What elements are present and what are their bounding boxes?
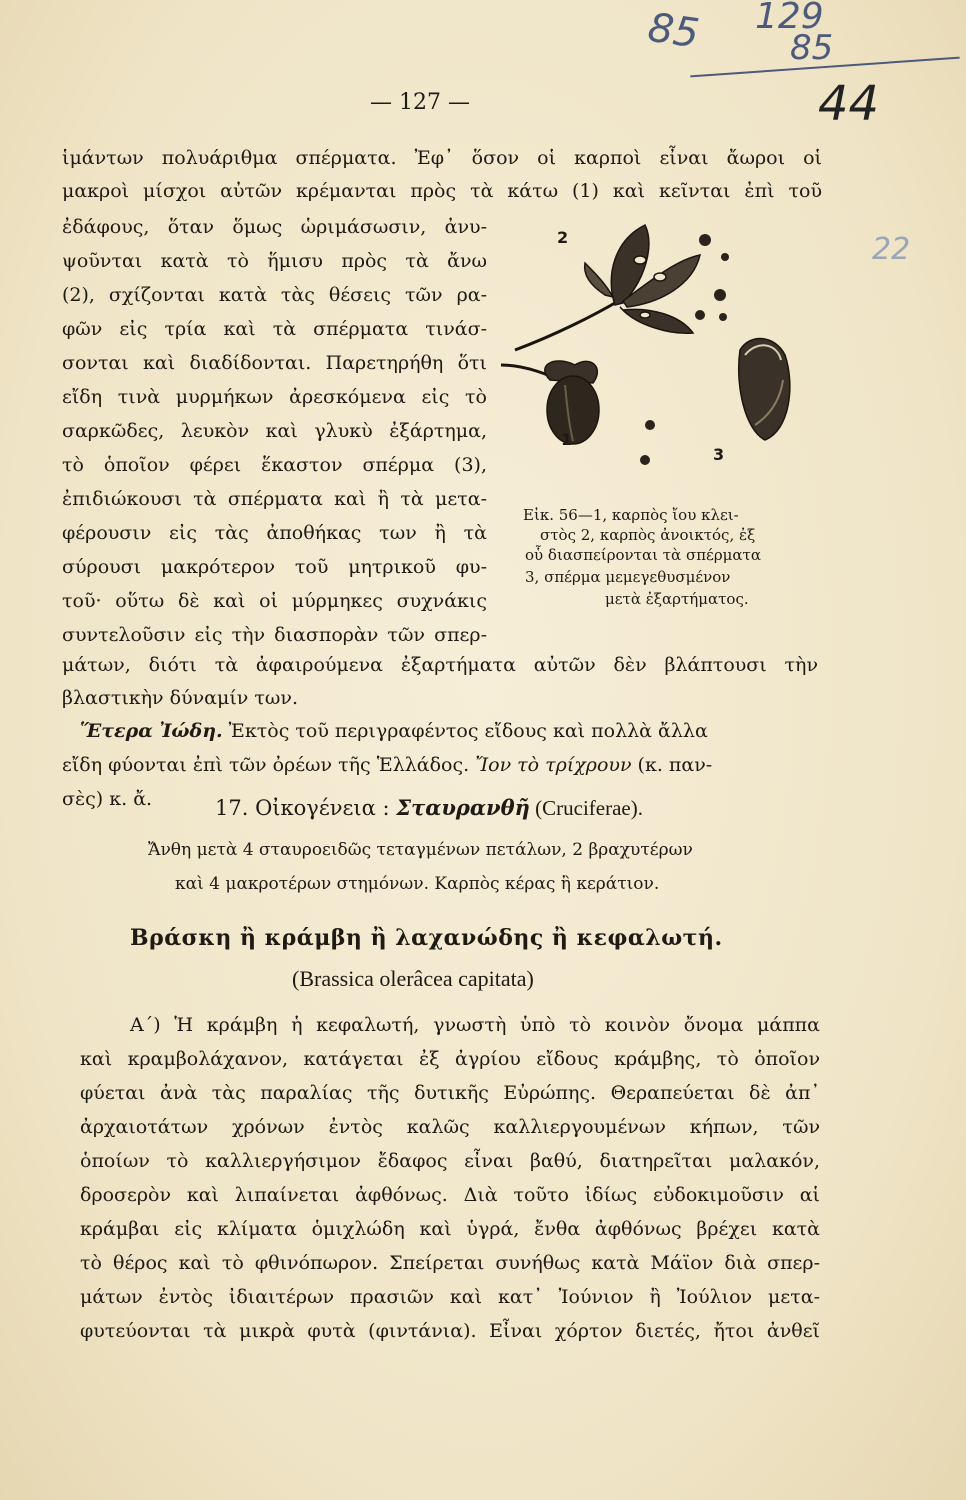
- handwritten-number: 44: [818, 76, 880, 132]
- text-line: ἱμάντων πολυάριθμα σπέρματα. Ἐφ᾽ ὅσον οἱ καρποὶ εἶναι ἄωροι οἱ: [62, 147, 822, 169]
- family-latin: (Cruciferae).: [529, 796, 643, 820]
- text-line: φέρουσιν εἰς τὰς ἀποθήκας των ἢ τὰ: [62, 522, 487, 544]
- text-line: τὸ ὁποῖον φέρει ἕκαστον σπέρμα (3),: [62, 454, 487, 476]
- text-line: ψοῦνται κατὰ τὸ ἥμισυ πρὸς τὰ ἄνω: [62, 250, 487, 272]
- caption-line: στὸς 2, καρπὸς ἀνοικτός, ἐξ: [540, 526, 756, 544]
- species-name-viola-tricolor: Ἴον τὸ τρίχρουν: [475, 754, 632, 776]
- text-line: βλαστικὴν δύναμίν των.: [62, 687, 298, 709]
- handwritten-number: 129: [755, 0, 824, 37]
- family-heading: [215, 795, 643, 821]
- text-line: ἐπιδιώκουσι τὰ σπέρματα καὶ ἢ τὰ μετα-: [62, 488, 487, 510]
- text-line: συντελοῦσιν εἰς τὴν διασπορὰν τῶν σπερ-: [62, 624, 487, 646]
- handwritten-number: 85: [790, 28, 834, 68]
- caption-line: μετὰ ἐξαρτήματος.: [605, 590, 749, 608]
- text-line: φύεται ἀνὰ τὰς παραλίας τῆς δυτικῆς Εὐρώπης. Θεραπεύεται δὲ ἀπ᾽: [80, 1082, 820, 1104]
- caption-line: Εἰκ. 56—1, καρπὸς ἴου κλει-: [523, 506, 739, 524]
- text-line: καὶ κραμβολάχανον, κατάγεται ἐξ ἀγρίου εἴδους κράμβης, τὸ ὁποῖον: [80, 1048, 820, 1070]
- open-capsule-drawing: [515, 225, 700, 350]
- family-prefix: 17. Οἰκογένεια :: [215, 796, 397, 820]
- text-line: μάτων ἐντὸς ἰδιαιτέρων πρασιῶν καὶ κατ᾽ Ἰούνιον ἢ Ἰούλιον μετα-: [80, 1286, 820, 1308]
- species-title: Βράσκη ἢ κράμβη ἢ λαχανώδης ἢ κεφαλωτή.: [130, 925, 723, 951]
- text-line: δροσερὸν καὶ λιπαίνεται ἀφθόνως. Διὰ τοῦτο ἰδίως εὐδοκιμοῦσιν αἱ: [80, 1184, 820, 1206]
- text-line: [62, 754, 712, 776]
- section-heading-other-violets: Ἕτερα Ἰώδη.: [80, 720, 223, 742]
- text-line: τὸ θέρος καὶ τὸ φθινόπωρον. Σπείρεται συνήθως κατὰ Μάϊον διὰ σπερ-: [80, 1252, 820, 1274]
- caption-line: 3, σπέρμα μεμεγεθυσμένον: [525, 568, 731, 586]
- text-line: κράμβαι εἰς κλίματα ὁμιχλώδη καὶ ὑγρά, ἔνθα ἀφθόνως βρέχει κατὰ: [80, 1218, 820, 1240]
- text-line: (2), σχίζονται κατὰ τὰς θέσεις τῶν ρα-: [62, 284, 487, 306]
- caption-line: οὗ διασπείρονται τὰ σπέρματα: [525, 546, 761, 564]
- paragraph-other-violets: [80, 720, 816, 742]
- page-number: — 127 —: [370, 90, 470, 115]
- species-latin-name: (Brassica olerâcea capitata): [292, 966, 534, 991]
- family-name: Σταυρανθῆ: [396, 795, 530, 820]
- text-line: μάτων, διότι τὰ ἀφαιρούμενα ἐξαρτήματα αὐτῶν δὲν βλάπτουσι τὴν: [62, 654, 818, 676]
- figure-label-2: 2: [557, 228, 569, 247]
- text-line: τοῦ· οὕτω δὲ καὶ οἱ μύρμηκες συχνάκις: [62, 590, 487, 612]
- paragraph-text: εἴδη φύονται ἐπὶ τῶν ὀρέων τῆς Ἑλλάδος.: [62, 754, 476, 776]
- handwritten-number: 22: [872, 232, 911, 267]
- text-line: σύρουσι μακρότερον τοῦ μητρικοῦ φυ-: [62, 556, 487, 578]
- figure-label-3: 3: [713, 445, 725, 464]
- text-line: σαρκῶδες, λευκὸν καὶ γλυκὺ ἐξάρτημα,: [62, 420, 487, 442]
- text-line: εἴδη τινὰ μυρμήκων ἀρεσκόμενα εἰς τὸ: [62, 386, 487, 408]
- figure-label-1: 1: [561, 430, 573, 449]
- text-line: Α΄) Ἡ κράμβη ἡ κεφαλωτή, γνωστὴ ὑπὸ τὸ κοινὸν ὄνομα μάππα: [130, 1014, 820, 1036]
- text-line: σονται καὶ διαδίδονται. Παρετηρήθη ὅτι: [62, 352, 487, 374]
- text-line: φῶν εἰς τρία καὶ τὰ σπέρματα τινάσ-: [62, 318, 487, 340]
- text-line: ἐδάφους, ὅταν ὅμως ὡριμάσωσιν, ἀνυ-: [62, 216, 487, 238]
- paragraph-text: Ἐκτὸς τοῦ περιγραφέντος εἴδους καὶ πολλὰ ἄλλα: [222, 720, 708, 742]
- text-line: ἀρχαιοτάτων χρόνων ἐντὸς καλῶς καλλιεργουμένων κήπων, τῶν: [80, 1116, 820, 1138]
- text-line: ὁποίων τὸ καλλιεργήσιμον ἔδαφος εἶναι βαθύ, διατηρεῖται μαλακόν,: [80, 1150, 820, 1172]
- family-description: Ἄνθη μετὰ 4 σταυροειδῶς τεταγμένων πετάλων, 2 βραχυτέρων: [148, 840, 693, 860]
- text-line: φυτεύονται τὰ μικρὰ φυτὰ (φιντάνια). Εἶναι χόρτον διετές, ἤτοι ἀνθεῖ: [80, 1320, 820, 1342]
- figure-violet-fruit: [495, 215, 815, 500]
- closed-capsule-drawing: [501, 361, 599, 444]
- paragraph-text: (κ. παν-: [631, 754, 713, 776]
- handwritten-number: 85: [645, 4, 702, 58]
- family-description: καὶ 4 μακροτέρων στημόνων. Καρπὸς κέρας ἢ κεράτιον.: [175, 874, 660, 894]
- magnified-seed-drawing: [739, 339, 790, 440]
- text-line: σὲς) κ. ἄ.: [62, 788, 153, 810]
- text-line: μακροὶ μίσχοι αὐτῶν κρέμανται πρὸς τὰ κάτω (1) καὶ κεῖνται ἐπὶ τοῦ: [62, 180, 822, 202]
